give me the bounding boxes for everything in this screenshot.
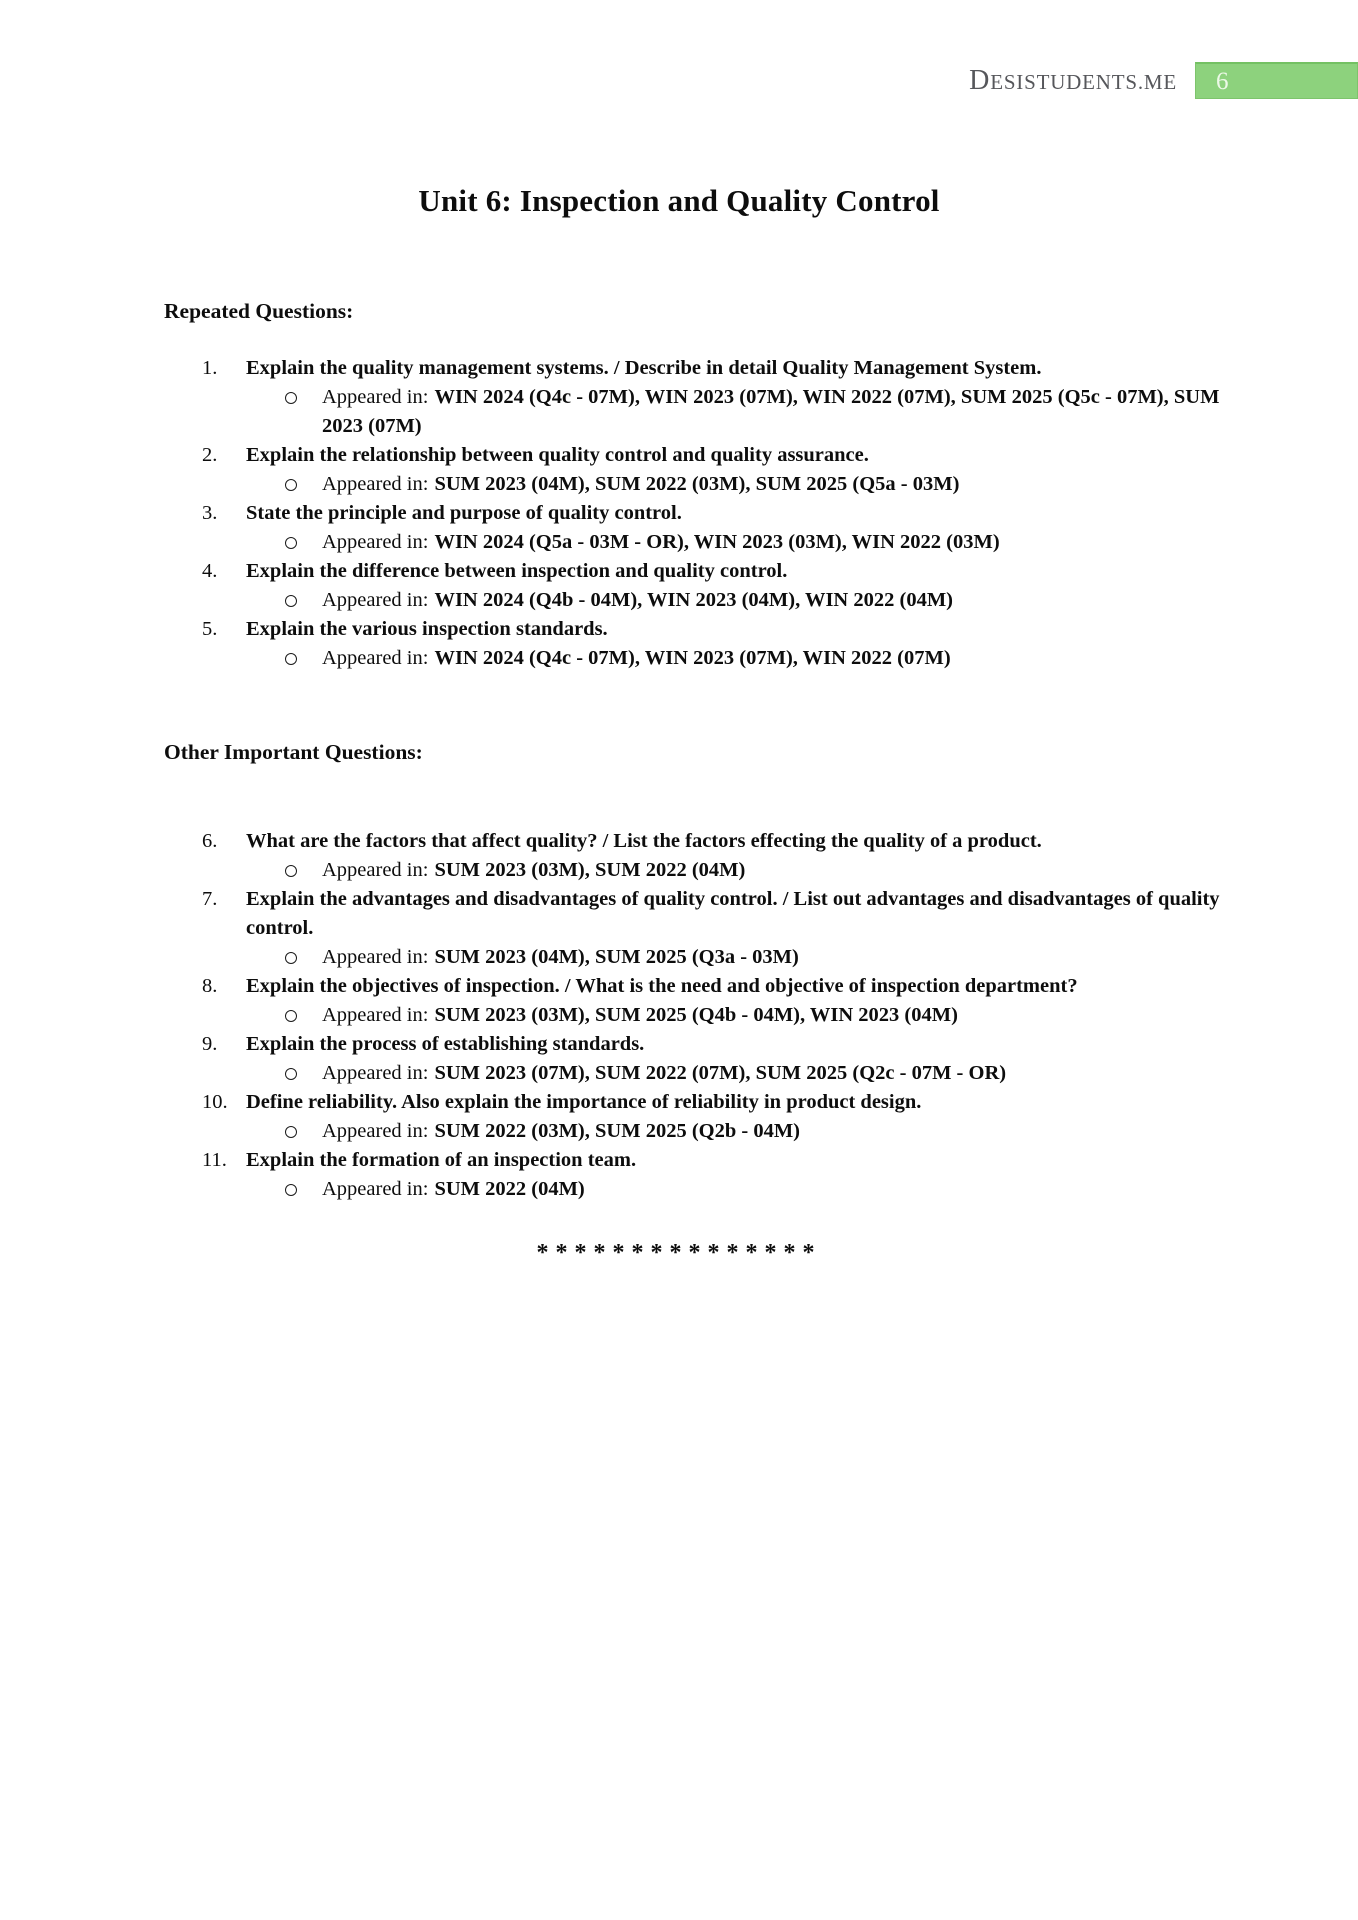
question-body (246, 827, 1220, 885)
question-text: Define reliability. Also explain the importance of reliability in product design. (246, 1091, 922, 1113)
page-number: 6 (1216, 67, 1229, 95)
question-number: 10. (202, 1091, 228, 1113)
appeared-exam-refs: SUM 2022 (04M) (434, 1178, 585, 1200)
appeared-label: Appeared in: (322, 1120, 429, 1142)
circle-bullet-icon (285, 1184, 297, 1196)
appeared-exam-refs: SUM 2023 (07M), SUM 2022 (07M), SUM 2025 (Q2c - 07M - OR) (434, 1062, 1007, 1084)
circle-bullet-icon (285, 952, 297, 964)
appeared-exam-refs: SUM 2022 (03M), SUM 2025 (Q2b - 04M) (434, 1120, 800, 1142)
question-text: Explain the various inspection standards. (246, 618, 608, 640)
appeared-label: Appeared in: (322, 386, 429, 408)
appeared-label: Appeared in: (322, 473, 429, 495)
appeared-row (246, 528, 1220, 557)
question-item (202, 615, 1220, 673)
appeared-row (246, 470, 1220, 499)
question-number: 3. (202, 502, 218, 524)
appeared-label: Appeared in: (322, 647, 429, 669)
question-text: State the principle and purpose of quality control. (246, 502, 682, 524)
question-body (246, 499, 1220, 557)
question-body (246, 972, 1220, 1030)
circle-bullet-icon (285, 595, 297, 607)
question-item (202, 972, 1220, 1030)
question-item (202, 499, 1220, 557)
appeared-text (322, 1059, 1220, 1088)
question-item (202, 885, 1220, 972)
appeared-row (246, 943, 1220, 972)
question-text: Explain the quality management systems. / Describe in detail Quality Management System. (246, 357, 1042, 379)
question-section (164, 298, 1220, 673)
question-body (246, 885, 1220, 972)
circle-bullet-icon (285, 865, 297, 877)
question-text: Explain the relationship between quality control and quality assurance. (246, 444, 869, 466)
appeared-text (322, 644, 1220, 673)
questions-content (164, 298, 1220, 1204)
question-item (202, 557, 1220, 615)
end-separator: *************** (536, 1240, 822, 1266)
appeared-exam-refs: WIN 2024 (Q4c - 07M), WIN 2023 (07M), WIN 2022 (07M), SUM 2025 (Q5c - 07M), SUM 2023 (07M) (322, 386, 1220, 437)
appeared-label: Appeared in: (322, 946, 429, 968)
question-number: 9. (202, 1033, 218, 1055)
question-text: Explain the objectives of inspection. / What is the need and objective of inspection department? (246, 975, 1078, 997)
appeared-label: Appeared in: (322, 531, 429, 553)
question-body (246, 441, 1220, 499)
question-item (202, 1030, 1220, 1088)
section-heading: Repeated Questions: (164, 299, 354, 323)
question-body (246, 1030, 1220, 1088)
appeared-exam-refs: SUM 2023 (03M), SUM 2025 (Q4b - 04M), WIN 2023 (04M) (434, 1004, 958, 1026)
question-item (202, 1146, 1220, 1204)
question-text: Explain the advantages and disadvantages of quality control. / List out advantages and disadvantages of quality control. (246, 888, 1220, 939)
question-text: Explain the process of establishing standards. (246, 1033, 645, 1055)
question-body (246, 615, 1220, 673)
appeared-row (246, 856, 1220, 885)
circle-bullet-icon (285, 653, 297, 665)
appeared-exam-refs: WIN 2024 (Q4b - 04M), WIN 2023 (04M), WIN 2022 (04M) (434, 589, 953, 611)
appeared-row (246, 1175, 1220, 1204)
question-number: 7. (202, 888, 218, 910)
appeared-exam-refs: SUM 2023 (04M), SUM 2025 (Q3a - 03M) (434, 946, 799, 968)
appeared-text (322, 470, 1220, 499)
appeared-row (246, 586, 1220, 615)
section-heading: Other Important Questions: (164, 740, 423, 764)
appeared-text (322, 1117, 1220, 1146)
question-section (164, 739, 1220, 1204)
appeared-text (322, 383, 1220, 441)
appeared-text (322, 1175, 1220, 1204)
question-text: Explain the formation of an inspection team. (246, 1149, 637, 1171)
question-body (246, 557, 1220, 615)
question-number: 8. (202, 975, 218, 997)
appeared-text (322, 528, 1220, 557)
appeared-exam-refs: SUM 2023 (03M), SUM 2022 (04M) (434, 859, 746, 881)
question-number: 5. (202, 618, 218, 640)
circle-bullet-icon (285, 537, 297, 549)
site-name (969, 64, 1177, 96)
question-item (202, 441, 1220, 499)
page-title: Unit 6: Inspection and Quality Control (418, 183, 940, 218)
question-text: Explain the difference between inspection and quality control. (246, 560, 788, 582)
appeared-text (322, 856, 1220, 885)
question-number: 11. (202, 1149, 227, 1171)
appeared-row (246, 383, 1220, 441)
appeared-row (246, 1117, 1220, 1146)
appeared-row (246, 1001, 1220, 1030)
question-body (246, 1088, 1220, 1146)
circle-bullet-icon (285, 1126, 297, 1138)
question-text: What are the factors that affect quality? / List the factors effecting the quality of a product. (246, 830, 1042, 852)
appeared-label: Appeared in: (322, 589, 429, 611)
question-number: 1. (202, 357, 218, 379)
site-name-initial: D (969, 64, 991, 96)
circle-bullet-icon (285, 479, 297, 491)
question-list (164, 354, 1220, 673)
circle-bullet-icon (285, 1068, 297, 1080)
appeared-exam-refs: WIN 2024 (Q4c - 07M), WIN 2023 (07M), WIN 2022 (07M) (434, 647, 951, 669)
question-body (246, 354, 1220, 441)
question-item (202, 1088, 1220, 1146)
question-item (202, 827, 1220, 885)
appeared-row (246, 1059, 1220, 1088)
question-number: 2. (202, 444, 218, 466)
question-number: 4. (202, 560, 218, 582)
question-list (164, 827, 1220, 1204)
appeared-text (322, 586, 1220, 615)
appeared-label: Appeared in: (322, 859, 429, 881)
site-name-rest: ESISTUDENTS.ME (990, 69, 1177, 94)
appeared-text (322, 943, 1220, 972)
question-item (202, 354, 1220, 441)
circle-bullet-icon (285, 392, 297, 404)
appeared-exam-refs: SUM 2023 (04M), SUM 2022 (03M), SUM 2025 (Q5a - 03M) (434, 473, 960, 495)
question-number: 6. (202, 830, 218, 852)
page-header (969, 62, 1358, 99)
appeared-label: Appeared in: (322, 1004, 429, 1026)
circle-bullet-icon (285, 1010, 297, 1022)
appeared-label: Appeared in: (322, 1178, 429, 1200)
page-number-badge (1195, 62, 1358, 99)
appeared-row (246, 644, 1220, 673)
appeared-exam-refs: WIN 2024 (Q5a - 03M - OR), WIN 2023 (03M), WIN 2022 (03M) (434, 531, 1000, 553)
appeared-label: Appeared in: (322, 1062, 429, 1084)
appeared-text (322, 1001, 1220, 1030)
question-body (246, 1146, 1220, 1204)
